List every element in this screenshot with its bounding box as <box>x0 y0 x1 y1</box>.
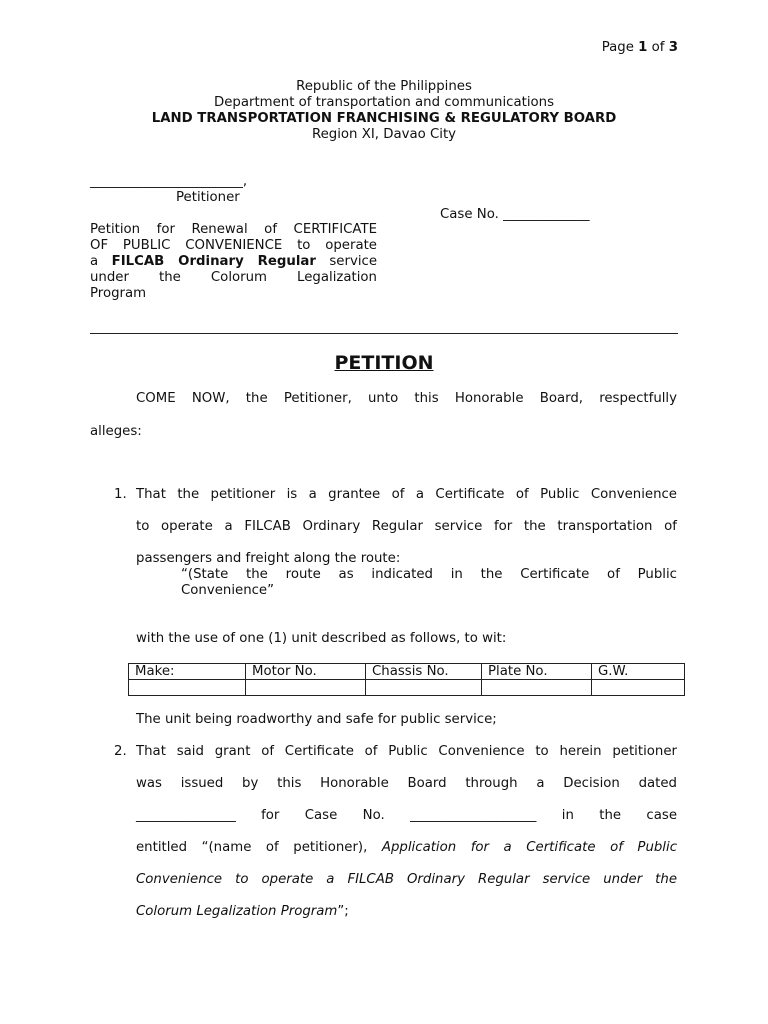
item1-number: 1. <box>114 487 127 502</box>
table-header-gw: G.W. <box>592 664 685 680</box>
item1-line2: to operate a FILCAB Ordinary Regular service for the transportation of <box>136 519 677 534</box>
table-cell-plate <box>482 680 592 696</box>
unit-description: with the use of one (1) unit described as follows, to wit: <box>136 631 507 646</box>
item2-line5: Convenience to operate a FILCAB Ordinary Regular service under the <box>136 872 677 887</box>
item2-line2: was issued by this Honorable Board through a Decision dated <box>136 776 677 791</box>
page-number: Page 1 of 3 <box>601 40 678 55</box>
item2-line6: Colorum Legalization Program”; <box>136 904 349 919</box>
table-cell-make <box>129 680 246 696</box>
roadworthy-statement: The unit being roadworthy and safe for public service; <box>136 712 497 727</box>
petition-desc-line1: Petition for Renewal of CERTIFICATE <box>90 222 377 237</box>
header-republic: Republic of the Philippines <box>296 79 472 94</box>
intro-line2: alleges: <box>90 424 142 439</box>
table-cell-motor <box>246 680 366 696</box>
item2-line3: _______________ for Case No. ___________________ in the case <box>136 808 677 823</box>
table-header-row <box>129 664 685 680</box>
petition-desc-line4: under the Colorum Legalization <box>90 270 377 285</box>
item2-line4: entitled “(name of petitioner), Application for a Certificate of Public <box>136 840 678 855</box>
header-region: Region XI, Davao City <box>311 127 457 142</box>
item2-number: 2. <box>114 744 127 759</box>
petition-desc-line2: OF PUBLIC CONVENIENCE to operate <box>90 238 377 253</box>
route-line1: “(State the route as indicated in the Certificate of Public <box>181 567 677 582</box>
table-cell-gw <box>592 680 685 696</box>
table-header-make: Make: <box>129 664 246 680</box>
petitioner-label: Petitioner <box>176 190 240 205</box>
caption-divider <box>90 333 678 334</box>
table-cell-chassis <box>366 680 482 696</box>
case-number: Case No. _____________ <box>440 207 590 222</box>
route-line2: Convenience” <box>181 583 275 598</box>
header-department: Department of transportation and communications <box>213 95 555 110</box>
petition-desc-line5: Program <box>90 286 147 301</box>
petition-title: PETITION <box>334 352 434 374</box>
petition-desc-line3: a FILCAB Ordinary Regular service <box>90 254 378 269</box>
intro-line1: COME NOW, the Petitioner, unto this Honorable Board, respectfully <box>136 391 677 406</box>
table-header-chassis: Chassis No. <box>366 664 482 680</box>
unit-table <box>128 663 685 696</box>
header-board: LAND TRANSPORTATION FRANCHISING & REGULATORY BOARD <box>151 111 617 126</box>
petitioner-blank: _______________________, <box>90 174 248 189</box>
item1-line1: That the petitioner is a grantee of a Certificate of Public Convenience <box>136 487 677 502</box>
table-header-motor: Motor No. <box>246 664 366 680</box>
table-row <box>129 680 685 696</box>
table-header-plate: Plate No. <box>482 664 592 680</box>
item2-line1: That said grant of Certificate of Public Convenience to herein petitioner <box>136 744 677 759</box>
item1-line3: passengers and freight along the route: <box>136 551 401 566</box>
